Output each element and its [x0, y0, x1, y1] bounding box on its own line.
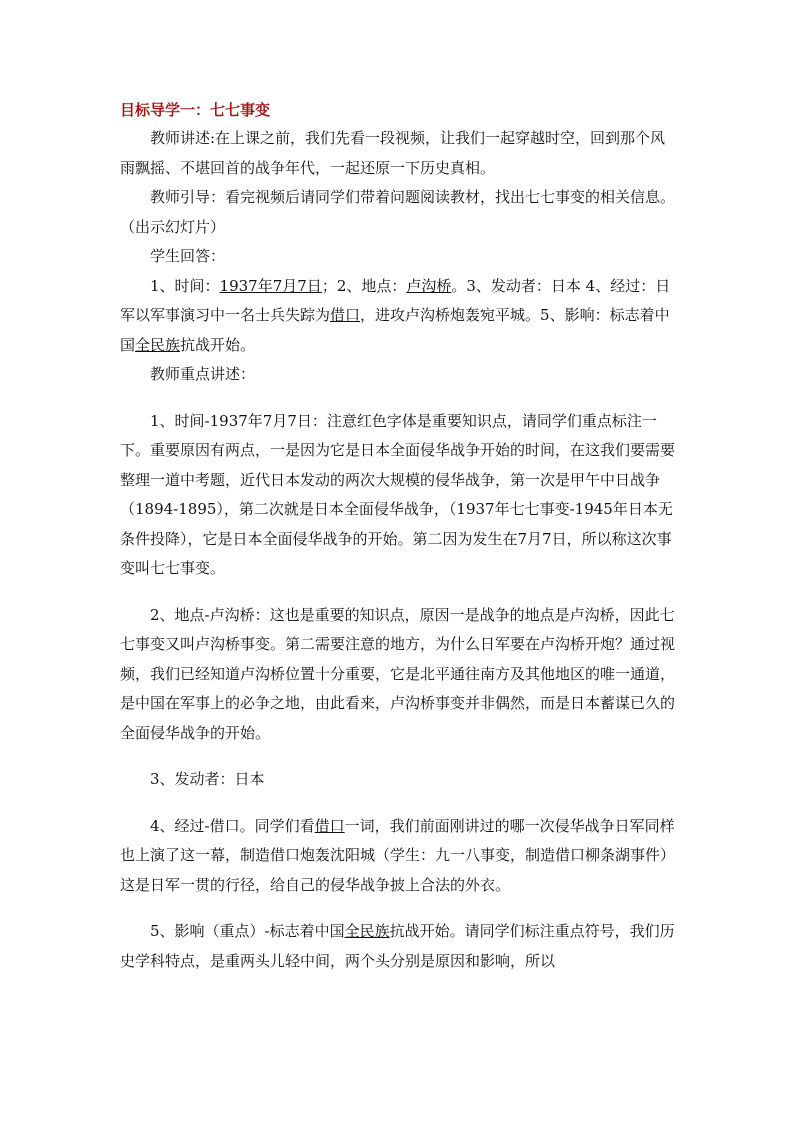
- answer-text: 1、时间：: [150, 276, 220, 295]
- intro-paragraph-1: 教师讲述:在上课之前，我们先看一段视频，让我们一起穿越时空，回到那个风雨飘摇、不堪回首的战争年代，一起还原一下历史真相。: [120, 129, 666, 177]
- answer-place-underlined: 卢沟桥: [406, 276, 452, 295]
- point-paragraph-1: 1、时间-1937年7月7日：注意红色字体是重要知识点，请同学们重点标注一下。重要原因有两点，一是因为它是日本全面侵华战争开始的时间，在这我们要需要整理一道中考题，近代日本发动的两次大规模的侵华战争，第一次是甲午中日战争（1894-1895），第二次就是日本全面侵华战争，（1937年七七事变-1945年日本无条件投降），它是日本全面侵华战争的开始。第二因为发生在7月7日，所以称这次事变叫七七事变。: [120, 411, 676, 577]
- answer-text: 。3、发动者：日本 4、经过：日军以军事演习中一名士兵失踪为: [120, 276, 671, 324]
- point-text: 5、影响（重点）-标志着中国: [150, 922, 345, 940]
- focus-label: 教师重点讲述：: [150, 365, 256, 383]
- student-answer-label: 学生回答：: [150, 247, 226, 265]
- answer-text: ，进攻卢沟桥炮轰宛平城。5、影响：标志着中国: [120, 306, 670, 354]
- answer-text: 抗战开始。: [180, 335, 256, 354]
- point-paragraph-2: 2、地点-卢沟桥：这也是重要的知识点，原因一是战争的地点是卢沟桥，因此七七事变又叫卢沟桥事变。第二需要注意的地方，为什么日军要在卢沟桥开炮？通过视频，我们已经知道卢沟桥位置十分重要，它是北平通往南方及其他地区的唯一通道，是中国在军事上的必争之地，由此看来，卢沟桥事变并非偶然，而是日本蓄谋已久的全面侵华战争的开始。: [120, 605, 676, 742]
- section-title: 目标导学一：七七事变: [120, 101, 271, 119]
- point-text: 抗战开始。请同学们标注重点符号，我们历史学科特点，是重两头儿轻中间，两个头分别是原因和影响，所以: [120, 922, 675, 970]
- point-paragraph-4: [120, 812, 677, 901]
- answer-nation-underlined: 全民族: [135, 335, 181, 354]
- intro-paragraph-2: 教师引导：看完视频后请同学们带着问题阅读教材，找出七七事变的相关信息。（出示幻灯片）: [120, 188, 676, 236]
- point-text: 一词，我们前面刚讲过的哪一次侵华战争日军同样也上演了这一幕，制造借口炮轰沈阳城（学生：九一八事变，制造借口柳条湖事件）这是日军一贯的行径，给自己的侵华战争披上合法的外衣。: [120, 816, 676, 894]
- document-page: [120, 96, 677, 976]
- answer-date-underlined: 1937年7月7日: [219, 276, 322, 295]
- point-pretext-underlined: 借口: [314, 816, 345, 835]
- point-nation-underlined: 全民族: [344, 922, 390, 940]
- point-paragraph-3: 3、发动者：日本: [150, 770, 265, 788]
- point-paragraph-5: [120, 917, 677, 976]
- answer-pretext-underlined: 借口: [330, 306, 361, 324]
- point-text: 4、经过-借口。同学们看: [150, 816, 315, 835]
- student-answer-paragraph: [120, 272, 677, 361]
- answer-text: ；2、地点：: [321, 276, 407, 295]
